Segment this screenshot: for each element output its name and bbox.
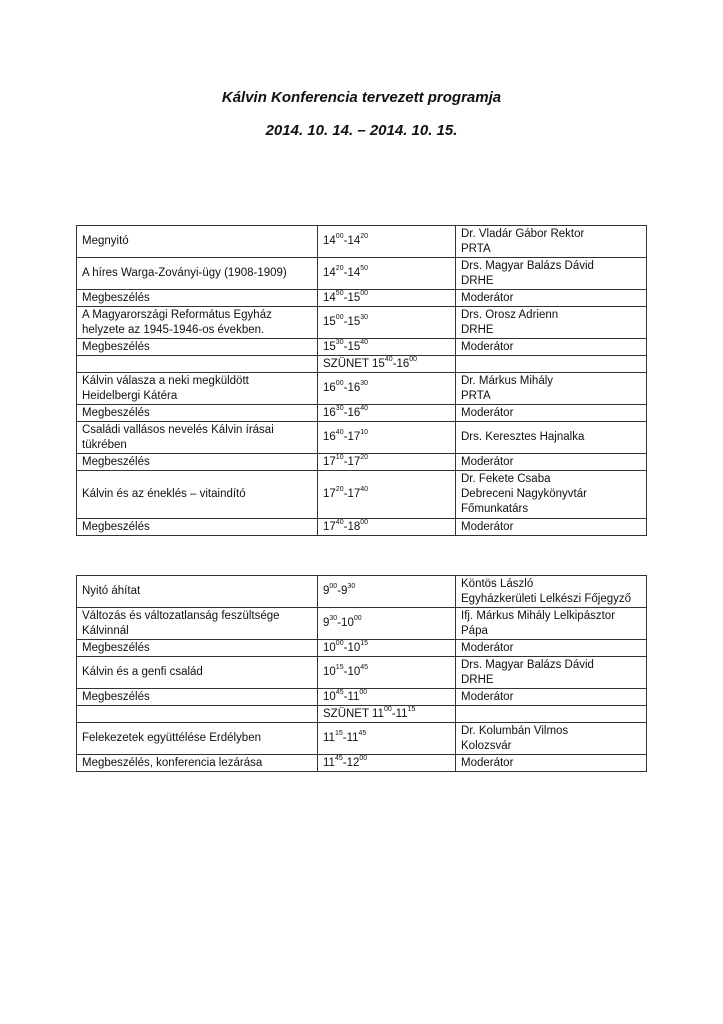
start-hour: 14: [323, 235, 336, 247]
start-minute: 20: [335, 486, 344, 494]
session-topic: [77, 405, 318, 422]
speaker-line: Dr. Kolumbán Vilmos: [461, 724, 569, 737]
session-speaker: [456, 755, 647, 772]
table-row: [77, 723, 647, 755]
table-row: [77, 356, 647, 373]
session-time: $16^{40}-17^{10}$: [318, 422, 456, 454]
end-hour: 15: [347, 340, 361, 353]
topic-line: tükrében: [82, 438, 127, 451]
start-hour: 14: [323, 267, 336, 279]
end-minute: 15: [360, 639, 369, 647]
start-minute: 40: [384, 355, 393, 363]
start-hour: 14: [323, 291, 336, 304]
topic-line: Felekezetek együttélése Erdélyben: [82, 732, 261, 744]
session-speaker: [456, 405, 647, 422]
table-row: [77, 454, 647, 471]
start-hour: 11: [323, 732, 335, 744]
end-hour: 17: [347, 431, 361, 443]
session-speaker: [456, 723, 647, 755]
session-speaker: [456, 356, 647, 373]
session-topic: [77, 422, 318, 454]
end-minute: 40: [360, 404, 369, 412]
start-minute: 00: [335, 233, 344, 241]
speaker-line: Moderátor: [461, 520, 514, 533]
table-row: [77, 307, 647, 339]
speaker-line: Dr. Márkus Mihály: [461, 374, 554, 387]
end-hour: 17: [347, 488, 361, 500]
end-minute: 00: [360, 518, 369, 526]
session-speaker: [456, 339, 647, 356]
start-minute: 20: [335, 265, 344, 273]
end-minute: 40: [360, 338, 369, 346]
table-row: [77, 519, 647, 536]
session-topic: [77, 471, 318, 519]
time-prefix: SZÜNET: [323, 357, 372, 370]
session-time: $11^{45}-12^{00}$: [318, 755, 456, 772]
end-minute: 40: [360, 486, 369, 494]
start-minute: 40: [335, 429, 344, 437]
speaker-line: Moderátor: [461, 690, 514, 703]
topic-line: Megnyitó: [82, 235, 129, 247]
start-minute: 10: [335, 453, 344, 461]
session-time: $17^{40}-18^{00}$: [318, 519, 456, 536]
session-speaker: [456, 307, 647, 339]
start-minute: 45: [335, 688, 344, 696]
end-minute: 45: [360, 664, 369, 672]
end-hour: 14: [347, 235, 361, 247]
topic-line: A híres Warga-Zoványi-ügy (1908-1909): [82, 267, 287, 279]
speaker-line: Moderátor: [461, 455, 514, 468]
session-speaker: [456, 576, 647, 608]
speaker-line: Moderátor: [461, 756, 514, 769]
end-minute: 00: [359, 754, 368, 762]
session-time: $14^{00}-14^{20}$: [318, 226, 456, 258]
table-row: [77, 608, 647, 640]
end-hour: 11: [346, 732, 359, 744]
table-row: [77, 405, 647, 422]
start-hour: 16: [323, 382, 336, 394]
session-topic: [77, 640, 318, 657]
session-speaker: [456, 422, 647, 454]
start-minute: 00: [383, 705, 392, 713]
end-hour: 14: [347, 267, 361, 279]
end-minute: 20: [360, 233, 369, 241]
table-row: [77, 422, 647, 454]
session-topic: [77, 339, 318, 356]
speaker-line: Moderátor: [461, 641, 514, 654]
topic-line: A Magyarországi Református Egyház: [82, 308, 272, 321]
speaker-line: Dr. Fekete Csaba: [461, 473, 551, 485]
speaker-line: PRTA: [461, 389, 491, 402]
session-speaker: [456, 454, 647, 471]
end-hour: 10: [341, 617, 354, 629]
session-topic: [77, 657, 318, 689]
topic-line: Megbeszélés: [82, 455, 150, 468]
topic-line: [82, 707, 312, 722]
time-prefix: SZÜNET: [323, 707, 372, 720]
document-title: Kálvin Konferencia tervezett programja: [221, 89, 502, 106]
end-minute: 30: [347, 583, 356, 591]
start-hour: 17: [323, 520, 336, 533]
start-hour: 9: [323, 585, 330, 597]
topic-line: Megbeszélés: [82, 291, 150, 304]
end-hour: 15: [347, 316, 361, 328]
end-hour: 17: [347, 455, 361, 468]
table-row: [77, 339, 647, 356]
table-row: [77, 706, 647, 723]
speaker-line: Drs. Keresztes Hajnalka: [461, 431, 585, 443]
start-minute: 45: [334, 754, 343, 762]
start-hour: 17: [323, 455, 336, 468]
end-hour: 11: [395, 707, 408, 720]
table-row: [77, 290, 647, 307]
speaker-line: DRHE: [461, 323, 494, 336]
session-speaker: [456, 290, 647, 307]
speaker-line: Drs. Orosz Adrienn: [461, 308, 559, 321]
speaker-line: Köntös László: [461, 577, 534, 590]
start-minute: 00: [335, 314, 344, 322]
end-minute: 45: [358, 730, 367, 738]
end-hour: 10: [347, 666, 361, 678]
table-row: [77, 640, 647, 657]
speaker-line: DRHE: [461, 274, 494, 287]
session-time: $10^{45}-11^{00}$: [318, 689, 456, 706]
session-topic: [77, 723, 318, 755]
speaker-line: Pápa: [461, 624, 488, 637]
speaker-line: Moderátor: [461, 406, 514, 419]
session-topic: [77, 307, 318, 339]
session-time: $15^{30}-15^{40}$: [318, 339, 456, 356]
session-time: $16^{30}-16^{40}$: [318, 405, 456, 422]
topic-line: Változás és változatlanság feszültsége: [82, 609, 280, 622]
program-table-day-1: [76, 225, 647, 536]
speaker-line: Kolozsvár: [461, 739, 512, 752]
session-speaker: [456, 373, 647, 405]
session-time: $10^{15}-10^{45}$: [318, 657, 456, 689]
speaker-line: Ifj. Márkus Mihály Lelkipásztor: [461, 609, 616, 622]
session-time: $9^{00}-9^{30}$: [318, 576, 456, 608]
session-speaker: [456, 608, 647, 640]
table-row: [77, 657, 647, 689]
speaker-line: Moderátor: [461, 340, 514, 353]
session-speaker: [456, 640, 647, 657]
session-time: SZÜNET $11^{00}-11^{15}$: [318, 706, 456, 723]
session-speaker: [456, 471, 647, 519]
end-hour: 16: [347, 406, 361, 419]
start-hour: 9: [323, 617, 330, 629]
speaker-line: [461, 707, 641, 722]
session-topic: [77, 608, 318, 640]
end-hour: 16: [396, 357, 410, 370]
session-time: $11^{15}-11^{45}$: [318, 723, 456, 755]
session-time: $17^{10}-17^{20}$: [318, 454, 456, 471]
start-hour: 10: [323, 690, 336, 703]
session-topic: [77, 290, 318, 307]
start-minute: 00: [329, 583, 338, 591]
start-minute: 00: [335, 639, 344, 647]
document-dates: 2014. 10. 14. – 2014. 10. 15.: [265, 122, 458, 139]
session-speaker: [456, 226, 647, 258]
session-time: $14^{50}-15^{00}$: [318, 290, 456, 307]
speaker-line: Drs. Magyar Balázs Dávid: [461, 658, 594, 671]
session-topic: [77, 356, 318, 373]
start-minute: 30: [329, 615, 338, 623]
topic-line: Megbeszélés: [82, 641, 150, 654]
start-hour: 15: [372, 357, 385, 370]
topic-line: Megbeszélés: [82, 406, 150, 419]
end-hour: 12: [346, 756, 360, 769]
topic-line: Heidelbergi Kátéra: [82, 389, 178, 402]
topic-line: Családi vallásos nevelés Kálvin írásai: [82, 423, 274, 436]
start-minute: 40: [335, 518, 344, 526]
speaker-line: Dr. Vladár Gábor Rektor: [461, 227, 585, 240]
session-speaker: [456, 689, 647, 706]
start-minute: 15: [334, 730, 343, 738]
start-hour: 15: [323, 340, 336, 353]
session-time: $17^{20}-17^{40}$: [318, 471, 456, 519]
speaker-line: Debreceni Nagykönyvtár: [461, 488, 587, 500]
topic-line: Megbeszélés: [82, 520, 150, 533]
end-hour: 10: [347, 641, 361, 654]
end-hour: 15: [347, 291, 361, 304]
start-minute: 30: [335, 404, 344, 412]
session-time: $14^{20}-14^{50}$: [318, 258, 456, 290]
topic-line: [82, 357, 312, 372]
topic-line: Kálvinnál: [82, 624, 129, 637]
start-hour: 10: [323, 641, 336, 654]
table-row: [77, 373, 647, 405]
end-hour: 18: [347, 520, 361, 533]
end-minute: 00: [353, 615, 362, 623]
end-minute: 00: [359, 688, 368, 696]
topic-line: Nyitó áhítat: [82, 585, 141, 597]
table-row: [77, 471, 647, 519]
session-time: $9^{30}-10^{00}$: [318, 608, 456, 640]
topic-line: helyzete az 1945-1946-os években.: [82, 323, 265, 336]
end-minute: 50: [360, 265, 369, 273]
topic-line: Kálvin és a genfi család: [82, 666, 203, 678]
start-minute: 50: [335, 289, 344, 297]
end-hour: 16: [347, 382, 361, 394]
session-time: $15^{00}-15^{30}$: [318, 307, 456, 339]
start-hour: 10: [323, 666, 336, 678]
session-topic: [77, 226, 318, 258]
start-hour: 16: [323, 431, 336, 443]
session-topic: [77, 689, 318, 706]
session-time: $16^{00}-16^{30}$: [318, 373, 456, 405]
topic-line: Kálvin válasza a neki megküldött: [82, 374, 249, 387]
table-row: [77, 226, 647, 258]
session-speaker: [456, 519, 647, 536]
start-minute: 30: [335, 338, 344, 346]
speaker-line: DRHE: [461, 673, 494, 686]
table-row: [77, 576, 647, 608]
table-row: [77, 689, 647, 706]
program-table-day-2: [76, 575, 647, 772]
end-minute: 15: [407, 705, 416, 713]
session-speaker: [456, 657, 647, 689]
end-minute: 00: [409, 355, 418, 363]
end-hour: 9: [341, 585, 348, 597]
start-minute: 00: [335, 380, 344, 388]
session-speaker: [456, 706, 647, 723]
end-minute: 20: [360, 453, 369, 461]
end-minute: 30: [360, 380, 369, 388]
start-hour: 16: [323, 406, 336, 419]
session-time: $10^{00}-10^{15}$: [318, 640, 456, 657]
speaker-line: Drs. Magyar Balázs Dávid: [461, 259, 594, 272]
topic-line: Kálvin és az éneklés – vitaindító: [82, 488, 246, 500]
end-hour: 11: [347, 690, 360, 703]
start-hour: 17: [323, 488, 336, 500]
speaker-line: Egyházkerületi Lelkészi Főjegyző: [461, 592, 632, 605]
speaker-line: Főmunkatárs: [461, 503, 529, 515]
session-topic: [77, 258, 318, 290]
end-minute: 30: [360, 314, 369, 322]
session-time: SZÜNET $15^{40}-16^{00}$: [318, 356, 456, 373]
session-topic: [77, 373, 318, 405]
start-minute: 15: [335, 664, 344, 672]
session-speaker: [456, 258, 647, 290]
session-topic: [77, 576, 318, 608]
speaker-line: Moderátor: [461, 291, 514, 304]
topic-line: Megbeszélés: [82, 690, 150, 703]
session-topic: [77, 755, 318, 772]
session-topic: [77, 454, 318, 471]
session-topic: [77, 519, 318, 536]
start-hour: 15: [323, 316, 336, 328]
session-topic: [77, 706, 318, 723]
start-hour: 11: [323, 756, 335, 769]
start-hour: 11: [372, 707, 384, 720]
topic-line: Megbeszélés, konferencia lezárása: [82, 756, 263, 769]
speaker-line: PRTA: [461, 242, 491, 255]
speaker-line: [461, 357, 641, 372]
table-row: [77, 755, 647, 772]
topic-line: Megbeszélés: [82, 340, 150, 353]
end-minute: 00: [360, 289, 369, 297]
end-minute: 10: [360, 429, 369, 437]
table-row: [77, 258, 647, 290]
